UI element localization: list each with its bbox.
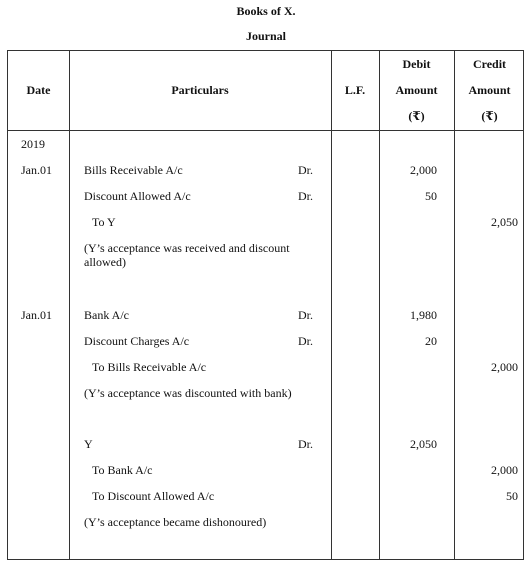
column-divider	[379, 51, 380, 559]
header-divider	[8, 130, 523, 131]
debit-amount: 1,980	[410, 308, 437, 322]
header-particulars: Particulars	[171, 83, 229, 97]
debit-marker: Dr.	[298, 334, 313, 348]
journal-title: Journal	[245, 29, 286, 43]
header-lf: L.F.	[344, 83, 366, 97]
credit-amount: 50	[506, 489, 518, 503]
entry-date: Jan.01	[21, 308, 52, 322]
account-name: Y	[84, 437, 93, 451]
debit-marker: Dr.	[298, 189, 313, 203]
column-divider	[69, 51, 70, 559]
debit-amount: 20	[425, 334, 437, 348]
account-name: Bills Receivable A/c	[84, 163, 183, 177]
header-credit-amount: Amount	[468, 83, 511, 97]
account-name: Discount Allowed A/c	[84, 189, 191, 203]
credit-amount: 2,000	[491, 463, 518, 477]
credit-amount: 2,050	[491, 215, 518, 229]
debit-marker: Dr.	[298, 163, 313, 177]
account-name: To Y	[92, 215, 116, 229]
narration: (Y’s acceptance was received and discount allowed)	[84, 241, 290, 269]
account-name: To Bank A/c	[92, 463, 153, 477]
debit-marker: Dr.	[298, 437, 313, 451]
narration: (Y’s acceptance became dishonoured)	[84, 515, 267, 529]
column-divider	[454, 51, 455, 559]
credit-amount: 2,000	[491, 360, 518, 374]
journal-table	[7, 50, 524, 560]
account-name: Bank A/c	[84, 308, 129, 322]
debit-marker: Dr.	[298, 308, 313, 322]
debit-amount: 2,050	[410, 437, 437, 451]
year-label: 2019	[21, 137, 45, 151]
narration: (Y’s acceptance was discounted with bank)	[84, 386, 292, 400]
debit-amount: 50	[425, 189, 437, 203]
entry-date: Jan.01	[21, 163, 52, 177]
header-date: Date	[26, 83, 51, 97]
header-debit-amount: Amount	[395, 83, 438, 97]
debit-amount: 2,000	[410, 163, 437, 177]
column-divider	[331, 51, 332, 559]
account-name: Discount Charges A/c	[84, 334, 190, 348]
account-name: To Bills Receivable A/c	[92, 360, 207, 374]
header-credit: Credit	[472, 57, 507, 71]
header-debit-currency: (₹)	[408, 109, 425, 123]
header-debit: Debit	[402, 57, 431, 71]
header-credit-currency: (₹)	[481, 109, 498, 123]
book-title: Books of X.	[236, 4, 296, 18]
account-name: To Discount Allowed A/c	[92, 489, 215, 503]
